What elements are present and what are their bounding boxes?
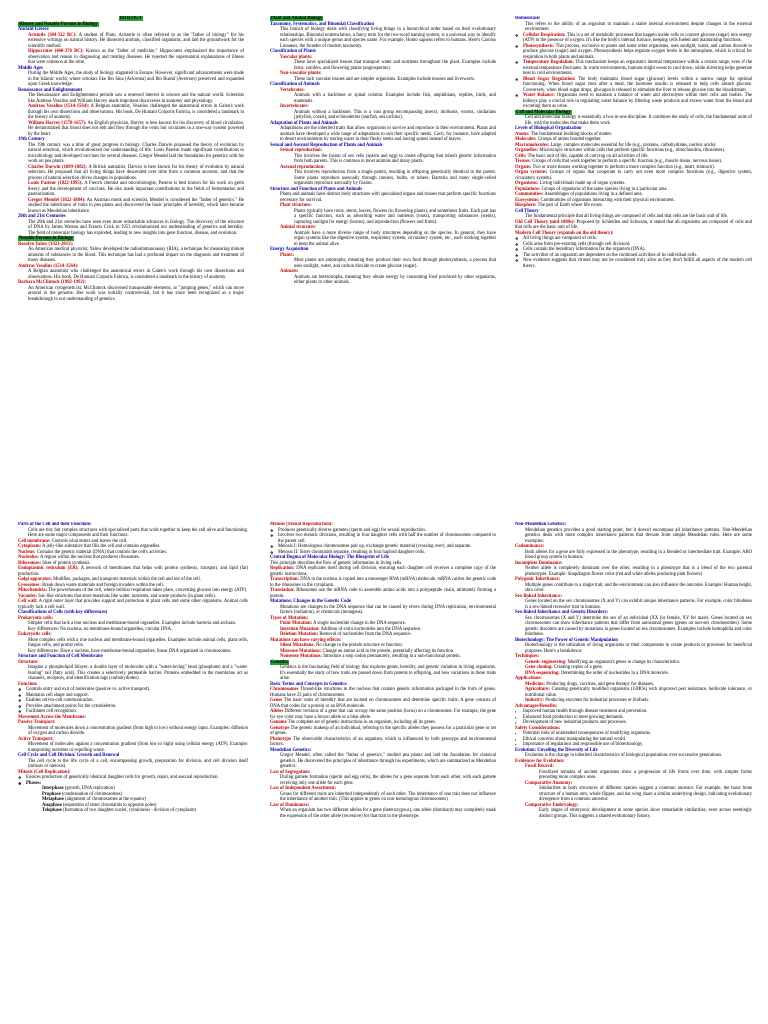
water-balance-label: Water Balance: bbox=[523, 93, 555, 98]
heading-classifications: Classifications of Cells (with key differences) bbox=[18, 610, 108, 615]
harvey-name: William Harvey (1578-1657): bbox=[28, 120, 87, 126]
effect-label: Nonsense Mutations: bbox=[280, 654, 323, 659]
phase-text: (condensation of chromosomes) bbox=[61, 791, 122, 797]
level-text: The part of Earth where life exists. bbox=[537, 203, 603, 208]
c19-text: The 19th century was a time of great progress in biology. Charles Darwin proposed the theory of evolution by natural selection, which revolutionized our understanding of life. Louis Pasteur made significant contributions to microbiology and developed vaccines for several diseases. Gregor Mendel laid the foundation for genetics with his work on pea plants. bbox=[28, 142, 244, 164]
technique-text: Creating copies of a gene. bbox=[553, 665, 603, 670]
independent-label: Law of Independent Assortment: bbox=[270, 786, 337, 791]
advantage-item: ▪ Development of new industrial products and processes. bbox=[515, 720, 752, 726]
plants-text: Most plants are autotrophs, meaning they produce their own food through photosynthesis, a process that uses sunlight, water, and carbon dioxide to create glucose (sugar). bbox=[294, 258, 496, 269]
level-label: Ecosystems: bbox=[515, 197, 540, 203]
polygenic-text: Multiple genes contribute to a single trait, and the environment can also influence the outcome. Example: Human height, skin color. bbox=[525, 582, 752, 593]
term-label: Genes bbox=[270, 698, 283, 703]
part-text: A network of membranes that helps with protein synthesis, transport, and lipid (fat) production. bbox=[18, 566, 248, 577]
eukaryotic-label: Eukaryotic cells: bbox=[18, 632, 52, 637]
levels-list bbox=[515, 132, 752, 209]
term-text: The genetic makeup of an individual, referring to the specific alleles they possess for a particular gene or set of genes. bbox=[270, 725, 496, 736]
phase-name: Anaphase bbox=[42, 802, 62, 808]
codominance-text: Both alleles for a gene are fully expressed in the phenotype, resulting in a blended or intermediate trait. Example: ABO blood group system in humans. bbox=[525, 549, 752, 560]
middle-ages-text: During the Middle Ages, the study of biology stagnated in Europe. However, significant advancements were made in the Islamic world, where scholars like Ibn Sina (Avicenna) and Ibn Rushd (Averroes) preserved and expanded upon Greek knowledge. bbox=[28, 71, 244, 87]
structure-text: Plants and animals have distinct body structures with specialized organs and tissues that perform specific functions necessary for survival. bbox=[280, 192, 496, 203]
vertebrates-label: Vertebrates: bbox=[280, 87, 305, 93]
level-label: Organs: bbox=[515, 164, 532, 170]
level-label: Populations: bbox=[515, 186, 541, 192]
term-label: Chromosomes bbox=[270, 687, 299, 692]
part-text: Modifies, packages, and transports materials within the cell and out of the cell. bbox=[53, 577, 201, 582]
part-text: Break down waste materials and foreign invaders within the cell. bbox=[42, 582, 164, 588]
part-text: A jelly-like substance that fills the cell and contains organelles. bbox=[42, 544, 161, 549]
heading-non-mendelian: Non-Mendelian Genetics: bbox=[515, 522, 567, 527]
heading-renaissance: Renaissance and Enlightenment bbox=[18, 87, 83, 93]
heading-central-dogma: Central Dogma of Molecular Biology: The Blueprint of Life bbox=[270, 555, 390, 560]
type-text: Removal of nucleotides from the DNA sequence. bbox=[319, 632, 412, 637]
modern-theory-label: Modern Cell Theory (expands on the old theory): bbox=[515, 230, 614, 236]
level-label: Tissues: bbox=[515, 159, 532, 164]
type-text: A single nucleotide change in the DNA sequence. bbox=[313, 621, 407, 626]
part-text: A region within the nucleus that produces ribosomes. bbox=[40, 555, 140, 560]
darwin-text: A British naturalist, Darwin is best known for his theory of evolution by natural selection. He proposed that all living things have descended over time from a common ancestor, and that the process of natural selection drives changes in populations. bbox=[28, 164, 244, 181]
asexual-text: This involves reproduction from a single parent, resulting in offspring genetically identical to the parent. Some plants reproduce asexually through runners, bulbs, or tubers. Bacteria and many single-celled organisms reproduce asexually by fission. bbox=[294, 170, 496, 186]
plant-structure-label: Plant structure: bbox=[280, 203, 312, 208]
application-label: Medicine: bbox=[525, 681, 546, 687]
phase-name: Interphase bbox=[42, 786, 64, 791]
safety-item: ▪ Ethical concerns about manipulating the natural world. bbox=[515, 737, 752, 743]
application-label: Industry: bbox=[525, 698, 545, 703]
blood-sugar-label: Blood Sugar Regulation: bbox=[523, 76, 576, 82]
heading-homeostasis: Homeostasis bbox=[515, 16, 540, 21]
term-text: The observable characteristics of an organism, which is influenced by both genotype and environmental factors. bbox=[270, 736, 496, 747]
heading-cell-cycle: Cell Cycle and Cell Division: Growth and Renewal bbox=[18, 753, 120, 758]
sexual-text: This involves the fusion of sex cells (sperm and egg) to create offspring that inherit genetic information from both parents. This is common in most animals and many plants. bbox=[294, 153, 496, 164]
evidences-label: Evidences for Evolution: bbox=[515, 758, 565, 764]
old-theory-label: Old Cell Theory (mid-1800s): bbox=[515, 219, 575, 225]
structure-text: Imagine a phospholipid bilayer, a double layer of molecules with a "water-loving" head (phosphate) and a "water-fearing" tail (fatty acid). This creates a selectively permeable barrier. Proteins embedded in the membrane act as channels, receptors, and identification tags (carbohydrates). bbox=[28, 665, 248, 681]
effect-label: Missense Mutations: bbox=[280, 648, 322, 654]
respiration-label: Cellular Respiration: bbox=[523, 32, 566, 38]
applications-label: Applications: bbox=[515, 676, 542, 681]
heading-basic-terms: Basic Terms and Concepts in Genetics: bbox=[270, 681, 348, 687]
pasteur-text: A French chemist and microbiologist, Pasteur is best known for his work on germ theory and the development of vaccines. He also made important contributions to the fields of fermentation and pasteurization. bbox=[28, 181, 244, 197]
aristotle-name: Aristotle (384-322 BC): bbox=[28, 32, 77, 38]
column-genetics bbox=[270, 522, 496, 1012]
blood-sugar-text: The body maintains blood sugar (glucose) levels within a narrow range for optimal functioning. When blood sugar rises after a meal, the hormone insulin is released to help cells absorb glucose. Conversely, when blood sugar drops, glucagon is released to stimulate the liver to release glucose into the bloodstream. bbox=[523, 76, 752, 93]
segregation-text: During gamete formation (sperm and egg cells), the alleles for a gene separate from each other, with each gamete receiving only one allele for each gene. bbox=[280, 775, 496, 786]
hippocrates-text: Known as the "father of medicine," Hippocrates emphasized the importance of observation and reason in diagnosing and treating diseases. He rejected the supernatural explanations of illness that were common at the time. bbox=[28, 49, 244, 65]
phase-name: Prophase bbox=[42, 791, 61, 797]
type-label: Point Mutation: bbox=[280, 621, 313, 626]
segregation-label: Law of Segregation: bbox=[270, 769, 311, 775]
technique-label: Gene cloning: bbox=[525, 665, 553, 670]
phase-text: (alignment of chromosomes at the equator) bbox=[65, 797, 146, 802]
modern-item: ❖ The activities of an organism are dependent on the combined activities of its individual cells. bbox=[515, 253, 752, 259]
level-label: Molecules: bbox=[515, 137, 537, 142]
term-text: The basic units of heredity that are located on chromosomes and determine specific traits. A gene consists of DNA that codes for a protein or an RNA molecule. bbox=[270, 698, 496, 709]
codominance-label: Codominance: bbox=[515, 544, 545, 549]
animal-structure-text: Animals have a more diverse range of body structures depending on the species. In general, they have organ systems like the digestive system, respiratory system, circulatory system, etc., each working together to keep the animal alive. bbox=[294, 230, 496, 247]
part-label: Cell wall: bbox=[18, 599, 38, 604]
temperature-label: Temperature Regulation: bbox=[523, 60, 574, 65]
heading-energy: Energy Acquisition bbox=[270, 247, 309, 252]
comparative-embryology-label: Comparative Embryology: bbox=[525, 802, 579, 808]
invertebrates-text: Animals without a backbone. This is a vast group encompassing insects, mollusks, worms, cnidarians (jellyfish, corals), and echinoderms (starfish, sea urchins). bbox=[294, 109, 496, 120]
photosynthesis-text: This process, exclusive to plants and some other organisms, uses sunlight, water, and carbon dioxide to produce glucose (sugar) and oxygen. Photosynthesis helps regulate oxygen levels in the atmosphere, which is critical for respiration in both plants and animals. bbox=[523, 43, 752, 60]
plant-animal-title: Plant and Animal Biology bbox=[271, 16, 323, 21]
dominance-label: Law of Dominance: bbox=[270, 802, 310, 808]
replication-label: Replication: bbox=[270, 566, 295, 571]
part-label: Cell membrane: bbox=[18, 538, 51, 544]
phase-text: (growth, DNA replication) bbox=[64, 786, 115, 791]
effects-label: Mutations can have varying effects: bbox=[270, 637, 342, 643]
plant-structure-text: Plants typically have roots, stems, leaves, flowers (in flowering plants), and sometimes fruits. Each part has a specific function, such as absorbing water and nutrients (roots), transporting substances (stems), capturing sunlight for energy (leaves), and reproduction (flowers and fruits). bbox=[294, 208, 496, 225]
phase-text: (formation of two daughter nuclei, cytokinesis - division of cytoplasm) bbox=[63, 808, 197, 813]
replication-text: DNA replicates itself during cell division, ensuring each daughter cell receives a complete copy of the genetic instructions. bbox=[270, 566, 496, 577]
nonvascular-text: These lack vascular tissues and are simpler organisms. Examples include mosses and liverworts. bbox=[294, 76, 475, 82]
heading-membrane: Structure and Function of Cell Membrane bbox=[18, 654, 103, 659]
modern-item: ❖ Cells arise from pre-existing cells (through cell division). bbox=[515, 242, 752, 248]
level-text: The basic unit of life, capable of carrying on all activities of life. bbox=[527, 153, 649, 159]
aristotle-text: A student of Plato, Aristotle is often referred to as the "father of biology" for his extensive writings on natural history. He dissected animals, classified organisms, and laid the groundwork for the scientific method. bbox=[28, 32, 244, 49]
hippocrates-name: Hippocrates (460-370 BC): bbox=[28, 49, 84, 54]
water-balance-text: Organisms need to maintain a balance of water and electrolytes within their cells and bodies. The kidneys play a crucial role in regulating water balance by filtering waste products and excess water from the blood and excreting them as urine. bbox=[523, 93, 752, 109]
part-label: Lysosomes: bbox=[18, 582, 41, 588]
heading-middle-ages: Middle Ages bbox=[18, 65, 43, 71]
part-label: Ribosomes: bbox=[18, 560, 42, 566]
prokaryotic-label: Prokaryotic cells: bbox=[18, 615, 54, 621]
evolution-text: Evolution is the change in inherited characteristics of biological populations over successive generations. bbox=[525, 753, 723, 758]
invertebrates-label: Invertebrates: bbox=[280, 104, 309, 109]
function-item: ❖ Maintains cell shape and support. bbox=[18, 693, 248, 699]
level-text: Microscopic structures within cells that perform specific functions (e.g., mitochondria, ribosomes). bbox=[539, 148, 726, 153]
heading-evolution: Evolution: Unveiling the Diversity of Life bbox=[515, 747, 598, 753]
modern-item: ❖ New evidence suggests that viruses may not be considered truly alive as they don't fulfill all aspects of the modern cell theory. bbox=[515, 258, 752, 269]
advantage-item: ▪ Improved human health through disease treatment and prevention. bbox=[515, 709, 752, 715]
meiosis-item: ❖ Involves two meiotic divisions, resulting in four daughter cells with half the number of chromosomes compared to the parent cell. bbox=[270, 533, 496, 544]
level-label: Atoms: bbox=[515, 131, 530, 137]
part-text: Contains the genetic material (DNA) that controls the cell's activities. bbox=[36, 549, 168, 555]
sex-linked-label: Sex-linked Inheritance: bbox=[515, 593, 563, 599]
mitosis-item: ❖ Ensures production of genetically identical daughter cells for growth, repair, and asexual reproduction. bbox=[18, 775, 248, 781]
nonvascular-label: Non-vascular plants: bbox=[280, 71, 322, 76]
pasteur-name: Louis Pasteur (1822-1895): bbox=[28, 181, 83, 186]
type-text: Addition of extra nucleotides into the DNA sequence. bbox=[320, 626, 422, 632]
level-label: Organisms: bbox=[515, 181, 539, 186]
animal-structure-label: Animal structure: bbox=[280, 225, 316, 230]
term-text: Different versions of a gene that can occupy the same position (locus) on a chromosome. For example, the gene for eye color may have a brown allele or a blue allele. bbox=[270, 709, 496, 720]
translation-text: Ribosomes use the mRNA code to assemble amino acids into a polypeptide chain, ultimately forming a protein. bbox=[270, 588, 496, 599]
renaissance-text: The Renaissance and Enlightenment periods saw a renewed interest in science and the natural world. Scientists like Andreas Vesalius and William Harvey made important discoveries in anatomy and physiology. bbox=[28, 93, 244, 104]
translation-label: Translation: bbox=[270, 588, 295, 593]
part-label: Nucleolus: bbox=[18, 555, 40, 560]
mutations-text: Mutations are changes in the DNA sequence that can be caused by errors during DNA replication, environmental factors (radiation), or chemicals (mutagens). bbox=[280, 604, 496, 615]
animals-label: Animals: bbox=[280, 269, 299, 274]
part-label: Nucleus: bbox=[18, 549, 36, 555]
heading-class-animals: Classification of Animals bbox=[270, 82, 320, 87]
phase-name: Telophase bbox=[42, 808, 62, 813]
part-label: Endoplasmic reticulum (ER): bbox=[18, 566, 79, 571]
incomplete-text: Neither allele is completely dominant over the other, resulting in a phenotype that is a blend of the two parental phenotypes. Example: Snapdragon flower color (red and white alleles producing pink flowers) bbox=[525, 566, 752, 577]
structure-label: Structure: bbox=[18, 659, 39, 665]
term-text: Thread-like structures in the nucleus that contain genetic information packaged in the form of genes. Humans have 23 pairs of chromosomes. bbox=[270, 687, 496, 698]
term-text: The complete set of genetic instructions in an organism, including all its genes. bbox=[287, 720, 437, 725]
temperature-text: This mechanism keeps an organism's internal temperature within a certain range, even if the external temperature fluctuates. In warm environments, humans might sweat to cool down, while shivering helps generate heat in cold environments. bbox=[523, 60, 752, 76]
prokaryotic-key: Key differences: No nucleus, no membrane-bound organelles, circular DNA. bbox=[28, 626, 173, 632]
part-text: Controls what enters and leaves the cell. bbox=[51, 538, 128, 544]
term-label: Genome bbox=[270, 720, 287, 725]
function-item: ❖ Controls entry and exit of molecules (passive vs. active transport). bbox=[18, 687, 248, 693]
column-plant-animal bbox=[270, 16, 496, 456]
level-text: Large, complex molecules essential for life (e.g., proteins, carbohydrates, nucleic acids). bbox=[550, 142, 717, 148]
safety-item: ▪ Importance of regulations and responsible use of biotechnology. bbox=[515, 742, 752, 748]
sex-linked-disorders-text: Sex chromosomes (X and Y) determine the sex of an individual (XX for female, XY for male). Genes located on sex chromosomes can show inheritance patterns that differ from autosomal genes (genes on non-sex chromosomes). Some genetic disorders are caused by mutations in genes located on sex chromosomes. Examples include hemophilia and color blindness. bbox=[525, 615, 752, 637]
level-text: Groups of atoms bonded together. bbox=[537, 137, 602, 142]
biotech-text: Biotechnology is the utilization of living organisms or their components to create products or processes for beneficial purposes. Here's a breakdown: bbox=[525, 643, 752, 654]
mcclintock-name: Barbara McClintock (1902-1992): bbox=[18, 280, 86, 285]
movement-label: Movement Across the Membrane: bbox=[18, 714, 86, 720]
cell-cycle-text: The cell cycle is the life cycle of a cell, encompassing growth, preparation for division, and cell division itself (mitosis or meiosis). bbox=[28, 758, 248, 769]
types-label: Types of Mutation: bbox=[270, 615, 309, 621]
level-label: Organelles: bbox=[515, 148, 539, 153]
fossil-label: Fossil Record: bbox=[525, 764, 554, 769]
fossil-text: Fossilized remains of ancient organisms show a progression of life forms over time, with simpler forms preceding more complex ones. bbox=[539, 769, 752, 780]
darwin-name: Charles Darwin (1809-1882): bbox=[28, 164, 88, 170]
sexual-label: Sexual reproduction: bbox=[280, 148, 323, 153]
phase-text: (separation of sister chromatids to opposite poles) bbox=[62, 802, 157, 808]
level-label: Communities: bbox=[515, 192, 544, 197]
phase-name: Metaphase bbox=[42, 797, 64, 802]
non-mendelian-text: Mendelian genetics provides a good starting point, but it doesn't encompass all inheritance patterns. Non-Mendelian genetics deals with more complex inheritance patterns that deviate from simple Mendelian rules. Here are some examples: bbox=[525, 527, 752, 544]
notable-persons-title: Notable Persons in Biology bbox=[19, 236, 73, 241]
part-text: The powerhouses of the cell, where cellular respiration takes place, converting glucose into energy (ATP). bbox=[48, 588, 248, 593]
application-text: Producing drugs, vaccines, and gene therapy for diseases. bbox=[546, 681, 655, 687]
independent-text: Genes for different traits are inherited independently of each other. The inheritance of one trait does not influence the inheritance of another trait. (This applies to genes on non-homologous chromosomes) bbox=[280, 791, 496, 802]
heading-structure: Structure and Function of Plants and Animals bbox=[270, 186, 363, 192]
comparative-anatomy-text: Similarities in body structures of different species suggest a common ancestor. For example, the basic bone structure of a human arm, whale flipper, and bat wing share a similar underlying design, indicating evolutionary divergence from a common ancestor. bbox=[539, 786, 752, 802]
function-item: ❖ Facilitates cell recognition. bbox=[18, 709, 248, 715]
techniques-label: Techniques: bbox=[515, 654, 540, 659]
part-label: Cytoplasm: bbox=[18, 544, 42, 549]
genetics-text: Genetics is the fascinating field of biology that explores genes, heredity, and genetic variation in living organisms. It's essentially the study of how traits are passed down from parents to offspring, and how variations in those traits arise. bbox=[280, 665, 496, 681]
heading-mutations: Mutations: Changes in the Genetic Code bbox=[270, 599, 352, 604]
mendelian-text: Gregor Mendel, often called the "father of genetics," studied pea plants and laid the foundation for classical genetics. He discovered the principles of inheritance through his experiments, which are summarized as Mendelian genetics: bbox=[280, 753, 496, 769]
part-label: Vacuoles: bbox=[18, 593, 38, 599]
adaptation-text: Adaptations are the inherited traits that allow organisms to survive and reproduce in their environment. Plants and animals have developed a wide range of adaptations to suit their specific needs. Cacti, for instance, have adapted to desert environments by storing water in their fleshy stems and having spines instead of leaves. bbox=[280, 126, 496, 142]
part-text: Sac-like structures that store materials like water, nutrients, and waste products (in plant cells). bbox=[38, 593, 216, 599]
heading-biotech: Biotechnology: The Power of Genetic Manipulation bbox=[515, 637, 618, 643]
technique-label: Genetic engineering: bbox=[525, 659, 567, 665]
advantage-item: ▪ Enhanced food production to meet growing demands. bbox=[515, 715, 752, 721]
mcclintock-text: An American cytogeneticist, McClintock discovered transposable elements, or "jumping genes," which can move around in the genome. Her work was initially controversial, but it has since been recognized as a major breakthrough in our understanding of genetics. bbox=[28, 285, 244, 302]
safety-label: Safety Considerations: bbox=[515, 725, 561, 731]
mendel-name: Gregor Mendel (1822-1884): bbox=[28, 197, 86, 203]
level-label: Macromolecules: bbox=[515, 142, 550, 148]
mendel-text: An Austrian monk and scientist, Mendel is considered the "father of genetics." He studied the inheritance of traits in pea plants and discovered the basic principles of heredity, which later became known as Mendelian inheritance. bbox=[28, 197, 244, 214]
effect-text: Change an amino acid in the protein, potentially affecting its function. bbox=[322, 648, 455, 654]
heading-taxonomy: Taxonomy, Systematics, and Binomial Classification bbox=[270, 21, 375, 27]
technique-text: Modifying an organism's genes to change its characteristics. bbox=[567, 659, 681, 665]
active-text: Movement of molecules against a concentration gradient (from low to high) using cellular energy (ATP). Example: transporting nutrients or expelling waste. bbox=[28, 742, 248, 753]
asexual-label: Asexual reproduction: bbox=[280, 164, 325, 170]
application-text: Producing enzymes for industrial processes or biofuels. bbox=[545, 698, 650, 703]
level-text: Groups of organisms of the same species living in a particular area. bbox=[541, 186, 668, 192]
function-item: ❖ Provides attachment points for the cytoskeleton. bbox=[18, 704, 248, 710]
heading-reproduction: Sexual and Asexual Reproduction of Plants and Animals bbox=[270, 142, 383, 148]
vesalius-name: Andreas Vesalius (1514-1564): bbox=[28, 104, 90, 109]
vesalius2-text: A Belgian anatomist who challenged the anatomical errors in Galen's work through his own dissections and observations. His book, De Humani Corporis Fabrica, is considered a landmark in the history of anatomy. bbox=[28, 269, 244, 280]
mitosis-label: Mitosis (Cell Replication): bbox=[18, 769, 71, 775]
comparative-anatomy-label: Comparative Anatomy: bbox=[525, 780, 573, 786]
type-label: Insertion Mutation: bbox=[280, 626, 320, 632]
dominance-text: When an organism has two different alleles for a gene (heterozygous), one allele (dominant) may completely mask the expression of the other allele (recessive) for that trait in the phenotype. bbox=[280, 808, 496, 819]
respiration-text: This is a set of metabolic processes that happen inside cells to convert glucose (sugar) into energy (ATP) in the presence of oxygen. It's like the body's internal furnace, keeping cells fueled and maintaining functions. bbox=[523, 32, 752, 43]
eukaryotic-key: Key differences: Have a nucleus, have membrane-bound organelles, linear DNA organized in chromosomes. bbox=[28, 648, 232, 654]
heading-mendelian: Mendelian Genetics: bbox=[270, 747, 312, 753]
level-text: Communities of organisms interacting with their physical environment. bbox=[540, 197, 675, 203]
level-text: Two or more tissues working together to perform a more complex function (e.g., heart, stomach). bbox=[532, 164, 715, 170]
yalow-name: Rosalyn Yalow (1921-2011): bbox=[18, 241, 74, 247]
technique-label: DNA sequencing: bbox=[525, 670, 560, 676]
heading-cell-theory: Cell Theory bbox=[515, 208, 539, 214]
meiosis-item: ❖ Meiosis I: Homologous chromosomes pair up, exchange genetic material (crossing over), and separate. bbox=[270, 544, 496, 550]
modern-item: ❖ All living things are composed of cells. bbox=[515, 236, 752, 242]
meiosis-label: Meiosis (Sexual Reproduction): bbox=[270, 522, 333, 527]
application-text: Creating genetically modified organisms (GMOs) with improved pest resistance, herbicide tolerance, or nutritional value. bbox=[525, 687, 752, 698]
vertebrates-text: Animals with a backbone or spinal column. Examples include fish, amphibians, reptiles, birds, and mammals. bbox=[294, 93, 496, 104]
level-label: Cells: bbox=[515, 153, 527, 159]
cell-molecular-title: Cell and Molecular Biology bbox=[516, 109, 571, 115]
vascular-text: These have specialized tissues that transport water and nutrients throughout the plant. Examples include ferns, conifers, and flowering plants (angiosperms). bbox=[294, 60, 496, 71]
homeostasis-text: This refers to the ability of an organism to maintain a stable internal environment despite changes in the external environment. bbox=[525, 21, 752, 32]
function-item: ❖ Enables cell-to-cell communication. bbox=[18, 698, 248, 704]
comparative-embryology-text: Early stages of embryonic development in some species show remarkable similarities, even across seemingly distinct groups. This suggests a shared evolutionary history. bbox=[539, 808, 752, 819]
central-dogma-text: This principle describes the flow of genetic information in living cells. bbox=[270, 560, 403, 566]
taxonomy-text: This branch of biology deals with classifying living things in a hierarchical order based on their evolutionary relationships. Binomial nomenclature, a fancy term for the two-word naming system, is a universal way to identify each species with a unique genus and species name. For example, Homo sapiens refers to humans. Here's Carolus Linnaeus, the founder of modern taxonomy. bbox=[280, 27, 496, 49]
transcription-label: Transcription: bbox=[270, 577, 300, 582]
heading-ancient-greece: Ancient Greece bbox=[18, 27, 49, 32]
polygenic-label: Polygenic Inheritance: bbox=[515, 577, 561, 582]
function-label: Function: bbox=[18, 681, 38, 687]
level-text: The fundamental building blocks of matter. bbox=[530, 131, 612, 137]
effect-text: Introduce a stop codon prematurely, resulting in a non-functional protein. bbox=[323, 654, 461, 659]
passive-label: Passive Transport: bbox=[18, 720, 56, 725]
column-biotech bbox=[515, 522, 752, 1012]
old-theory-text: Proposed by Schleiden and Schwann, it stated that all organisms are composed of cells and that cells are the basic unit of life. bbox=[515, 219, 752, 230]
column-history bbox=[18, 16, 244, 456]
sex-linked-text: Genes located on the sex chromosomes (X and Y) can exhibit unique inheritance patterns. For example, color blindness is a sex-linked recessive trait in humans. bbox=[525, 599, 752, 610]
meiosis-item: ❖ Produces genetically diverse gametes (sperm and egg) for sexual reproduction. bbox=[270, 528, 496, 534]
level-text: Living individuals made up of organ systems. bbox=[539, 181, 626, 186]
heading-class-plants: Classification of Plants bbox=[270, 49, 316, 54]
safety-item: ▪ Potential risks of unintended consequences of modifying organisms. bbox=[515, 731, 752, 737]
cell-molecular-text: Cell and molecular biology is essentially a two-in-one discipline. It combines the study of cells, the fundamental units of life, with the molecules that make them work. bbox=[525, 115, 752, 126]
animals-text: Animals are heterotrophs, meaning they obtain energy by consuming food produced by other organisms, either plants or other animals. bbox=[294, 274, 496, 285]
modern-item: ❖ Cells contain the hereditary information for the organism (DNA). bbox=[515, 247, 752, 253]
yalow-text: An American medical physicist, Yalow developed the radioimmunoassay (RIA), a technique for measuring minute amounts of substances in the blood. This technique has had a profound impact on the diagnosis and treatment of many diseases. bbox=[28, 247, 244, 263]
part-text: A rigid outer layer that provides support and protection in plant cells and some other organisms. Animal cells typically lack a cell wall. bbox=[18, 599, 248, 610]
harvey-text: An English physician, Harvey is best known for his discovery of blood circulation. He demonstrated that blood does not ebb and flow through the veins but circulates in a one-way system powered by the heart. bbox=[28, 120, 244, 137]
column-cell-parts bbox=[18, 522, 248, 1012]
level-text: Groups of cells that work together to perform a specific function (e.g., muscle tissue, nervous tissue). bbox=[532, 159, 723, 164]
heading-20th-century: 20th and 21st Centuries bbox=[18, 214, 66, 219]
c20-text: The 20th and 21st centuries have seen even more remarkable advances in biology. The discovery of the structure of DNA by James Watson and Francis Crick in 1953 revolutionized our understanding of genetics and heredity. The field of molecular biology has exploded, leading to new insights into gene function, disease, and evolution. bbox=[28, 219, 244, 236]
application-label: Agriculture: bbox=[525, 687, 550, 692]
level-label: Biosphere: bbox=[515, 203, 537, 208]
level-text: Groups of organs that cooperate to carry out even more complex functions (e.g., digestive system, circulatory system). bbox=[515, 170, 752, 181]
phases-label: ❖ Phases: bbox=[18, 781, 248, 787]
advantages-label: Advantages/Benefits: bbox=[515, 703, 558, 709]
part-label: Mitochondria: bbox=[18, 588, 48, 593]
effect-text: No change in the protein structure or function. bbox=[315, 643, 403, 648]
eukaryotic-text: More complex cells with a true nucleus and membrane-bound organelles. Examples include animal cells, plant cells, fungus cells, and protist cells. bbox=[28, 637, 248, 648]
term-label: Phenotype bbox=[270, 736, 292, 742]
heading-19th-century: 19th Century bbox=[18, 137, 45, 142]
term-label: Genotype bbox=[270, 725, 290, 731]
technique-text: Determining the order of nucleotides in a DNA molecule. bbox=[560, 670, 669, 676]
prokaryotic-text: Simpler cells that lack a true nucleus and membrane-bound organelles. Examples include bacteria and archaea. bbox=[28, 621, 236, 626]
photosynthesis-label: Photosynthesis: bbox=[523, 43, 555, 49]
cell-parts-text: Cells are tiny but complex structures with specialized parts that work together to keep the cell alive and functioning. Here are some major components and their functions: bbox=[28, 527, 248, 538]
heading-adaptation: Adaptation of Plants and Animals bbox=[270, 120, 338, 126]
effect-label: Silent Mutations: bbox=[280, 643, 315, 648]
type-label: Deletion Mutation: bbox=[280, 632, 319, 637]
meiosis-item: ❖ Meiosis II: Sister chromatids separate, resulting in four haploid daughter cells. bbox=[270, 550, 496, 556]
heading-sex-linked-disorders: Sex-linked Inheritance and Genetic Disorders: bbox=[515, 610, 608, 615]
biology-title: BIOLOGY bbox=[119, 16, 143, 21]
heading-cell-parts: Parts of the Cell and their Functions bbox=[18, 522, 91, 527]
plants-label: Plants: bbox=[280, 252, 295, 258]
active-label: Active Transport: bbox=[18, 736, 54, 742]
vesalius-text: A Belgian anatomist, Vesalius challenged the anatomical errors in Galen's work through his own dissections and observations. His book, De Humani Corporis Fabrica, is considered a landmark in the history of anatomy. bbox=[28, 104, 244, 120]
history-title: History and Notable Persons in Biology bbox=[19, 21, 98, 27]
vascular-label: Vascular plants: bbox=[280, 54, 313, 60]
level-label: Organ systems: bbox=[515, 170, 548, 175]
heading-levels: Levels of Biological Organization bbox=[515, 126, 582, 131]
passive-text: Movement of molecules down a concentration gradient (from high to low) without energy input. Examples: diffusion of oxygen and carbon dioxide. bbox=[28, 725, 248, 736]
part-text: Sites of protein synthesis. bbox=[42, 560, 91, 566]
transcription-text: DNA in the nucleus is copied into a messenger RNA (mRNA) molecule. mRNA carries the genetic code to the ribosomes in the cytoplasm. bbox=[270, 577, 496, 588]
incomplete-label: Incomplete Dominance: bbox=[515, 560, 563, 566]
term-label: Alleles bbox=[270, 709, 284, 714]
cell-theory-text: The fundamental principle that all living things are composed of cells and that cells are the basic unit of life. bbox=[525, 214, 729, 219]
part-label: Golgi apparatus: bbox=[18, 577, 52, 582]
level-text: Assemblages of populations living in a defined area. bbox=[544, 192, 643, 197]
column-homeostasis bbox=[515, 16, 752, 456]
vesalius2-name: Andreas Vesalius (1514-1564): bbox=[18, 263, 79, 269]
genetics-title: Genetics bbox=[271, 659, 289, 665]
